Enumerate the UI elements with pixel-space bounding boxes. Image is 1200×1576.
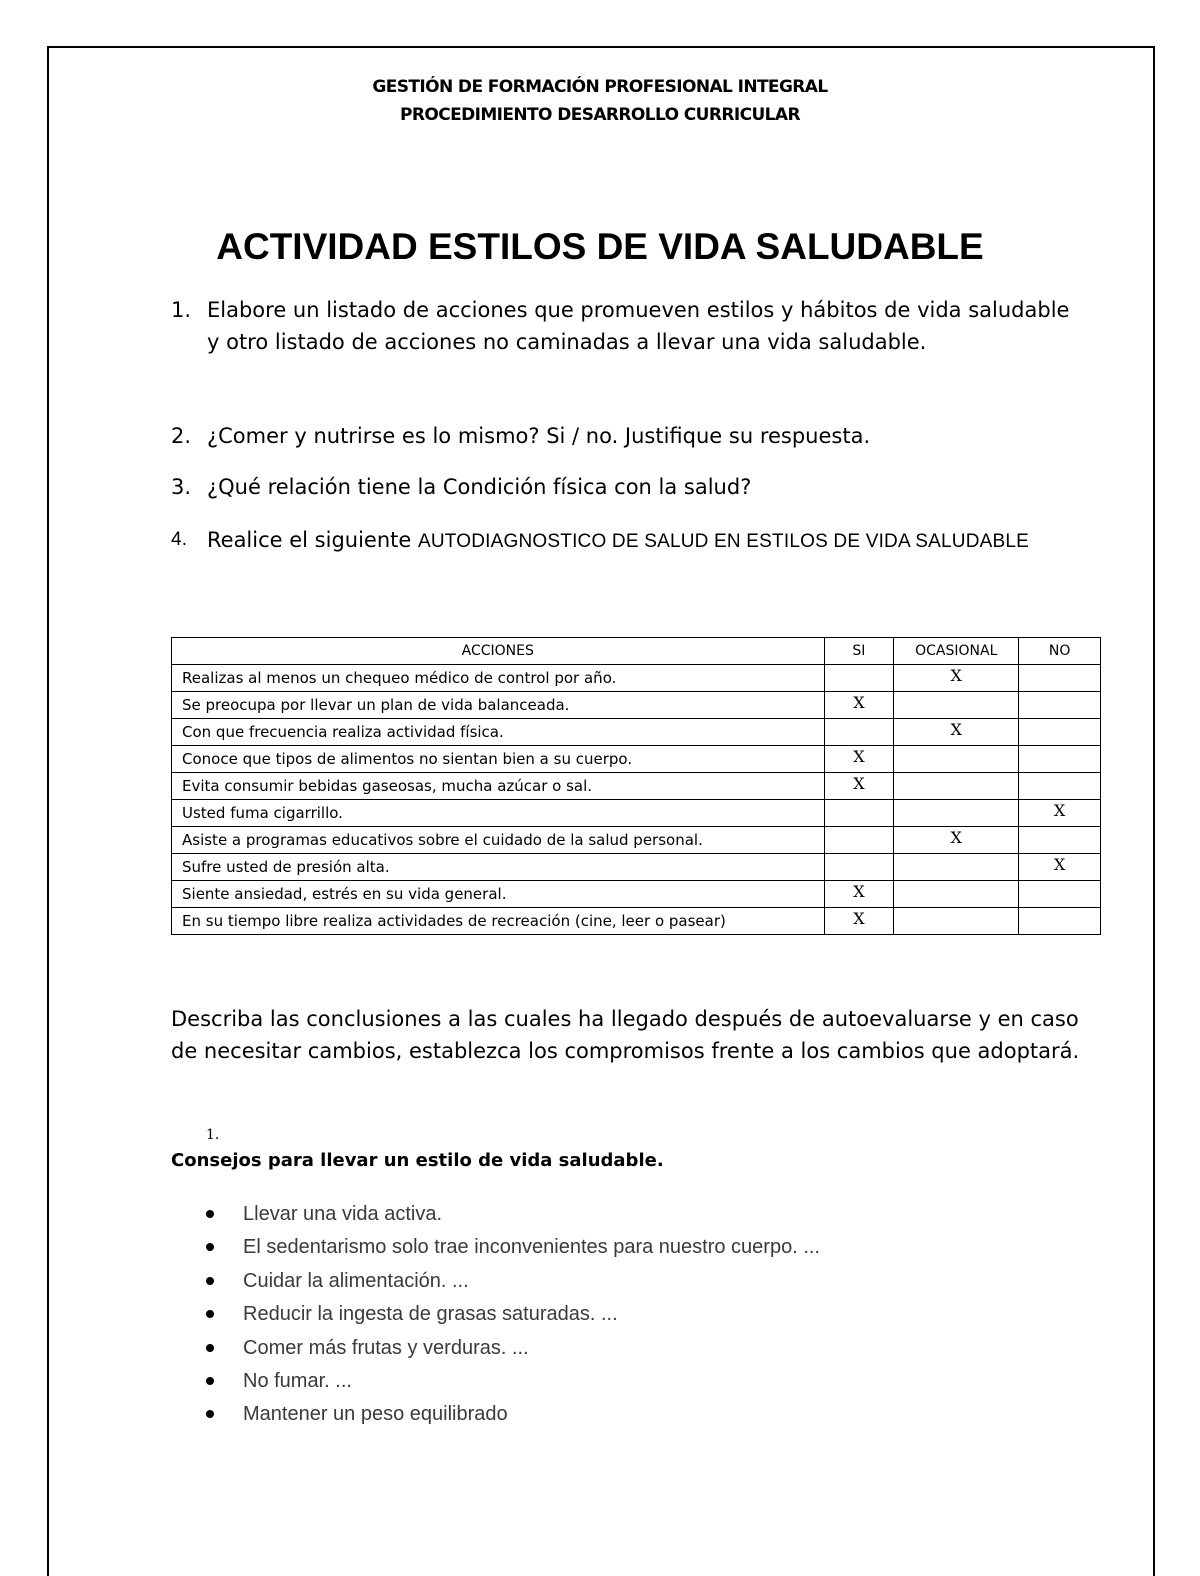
accion-cell: Sufre usted de presión alta. [172,854,825,881]
ocasional-cell [894,746,1019,773]
accion-cell: Evita consumir bebidas gaseosas, mucha azúcar o sal. [172,773,825,800]
si-cell [824,800,894,827]
ocasional-cell: X [894,827,1019,854]
si-cell: X [824,773,894,800]
accion-cell: Se preocupa por llevar un plan de vida balanceada. [172,692,825,719]
tip-text: Comer más frutas y verduras. ... [243,1336,529,1359]
no-cell: X [1019,854,1101,881]
si-cell: X [824,692,894,719]
bullet-icon [206,1344,214,1352]
ocasional-cell [894,854,1019,881]
tip-text: El sedentarismo solo trae inconvenientes para nuestro cuerpo. ... [243,1236,820,1259]
table-row [172,827,1101,854]
header-si: SI [824,638,894,665]
no-cell: X [1019,800,1101,827]
si-cell: X [824,881,894,908]
no-cell [1019,746,1101,773]
list-item [206,1232,820,1265]
no-cell [1019,881,1101,908]
no-cell [1019,827,1101,854]
tip-text: Cuidar la alimentación. ... [243,1269,469,1292]
question-text [207,524,1151,558]
table-header-row [172,638,1101,665]
ocasional-cell [894,908,1019,935]
header-ocasional: OCASIONAL [894,638,1019,665]
question-text: Elabore un listado de acciones que promueven estilos y hábitos de vida saludable y otro listado de acciones no caminadas a llevar una vida saludable. [207,298,1070,354]
accion-cell: En su tiempo libre realiza actividades de recreación (cine, leer o pasear) [172,908,825,935]
table-row [172,665,1101,692]
tips-title: Consejos para llevar un estilo de vida saludable. [171,1150,664,1171]
table-row [172,746,1101,773]
table-row [172,719,1101,746]
question-number: 2. [171,424,192,448]
accion-cell: Realizas al menos un chequeo médico de control por año. [172,665,825,692]
ocasional-cell [894,773,1019,800]
bullet-icon [206,1410,214,1418]
table-row [172,692,1101,719]
page-title: ACTIVIDAD ESTILOS DE VIDA SALUDABLE [216,226,984,267]
question-3 [171,471,1131,503]
ocasional-cell [894,881,1019,908]
question-number: 3. [171,475,192,499]
no-cell [1019,692,1101,719]
question-2 [171,420,1131,452]
bullet-icon [206,1243,214,1251]
bullet-icon [206,1210,214,1218]
tip-text: Reducir la ingesta de grasas saturadas. ... [243,1303,618,1326]
question-4 [171,524,1151,558]
question-text-light: AUTODIAGNOSTICO DE SALUD EN ESTILOS DE VIDA SALUDABLE [418,531,1030,552]
header-line-2: PROCEDIMIENTO DESARROLLO CURRICULAR [400,105,800,125]
table-row [172,881,1101,908]
table-row [172,908,1101,935]
question-number: 4. [171,529,188,550]
conclusion-prompt: Describa las conclusiones a las cuales ha llegado después de autoevaluarse y en caso de necesitar cambios, establezca los compromisos frente a los cambios que adoptará. [171,1007,1080,1063]
si-cell [824,719,894,746]
bullet-icon [206,1277,214,1285]
si-cell [824,827,894,854]
header-line-1: GESTIÓN DE FORMACIÓN PROFESIONAL INTEGRAL [372,77,828,97]
list-item [206,1366,820,1399]
ocasional-cell: X [894,719,1019,746]
list-item [206,1266,820,1299]
tip-text: Llevar una vida activa. [243,1203,443,1225]
header-acciones: ACCIONES [172,638,825,665]
list-item [206,1199,820,1232]
question-1 [171,294,1131,358]
self-diagnosis-table [171,637,1101,935]
question-text: ¿Comer y nutrirse es lo mismo? Si / no. Justifique su respuesta. [207,424,871,448]
question-text-main: Realice el siguiente [207,528,412,552]
ocasional-cell [894,692,1019,719]
no-cell [1019,773,1101,800]
table-row [172,800,1101,827]
question-number: 1. [171,298,192,322]
table-row [172,854,1101,881]
ocasional-cell [894,800,1019,827]
ocasional-cell: X [894,665,1019,692]
accion-cell: Conoce que tipos de alimentos no sientan bien a su cuerpo. [172,746,825,773]
list-item [206,1299,820,1332]
header-no: NO [1019,638,1101,665]
si-cell: X [824,746,894,773]
tips-list [206,1199,820,1433]
bullet-icon [206,1377,214,1385]
tip-text: Mantener un peso equilibrado [243,1403,508,1426]
si-cell [824,854,894,881]
no-cell [1019,908,1101,935]
accion-cell: Asiste a programas educativos sobre el cuidado de la salud personal. [172,827,825,854]
no-cell [1019,665,1101,692]
accion-cell: Con que frecuencia realiza actividad física. [172,719,825,746]
table-row [172,773,1101,800]
question-text: ¿Qué relación tiene la Condición física con la salud? [207,475,752,499]
accion-cell: Usted fuma cigarrillo. [172,800,825,827]
si-cell: X [824,908,894,935]
list-item [206,1399,820,1432]
no-cell [1019,719,1101,746]
list-item [206,1333,820,1366]
list-number: 1. [206,1127,220,1143]
bullet-icon [206,1310,214,1318]
tip-text: No fumar. ... [243,1369,352,1392]
si-cell [824,665,894,692]
accion-cell: Siente ansiedad, estrés en su vida general. [172,881,825,908]
